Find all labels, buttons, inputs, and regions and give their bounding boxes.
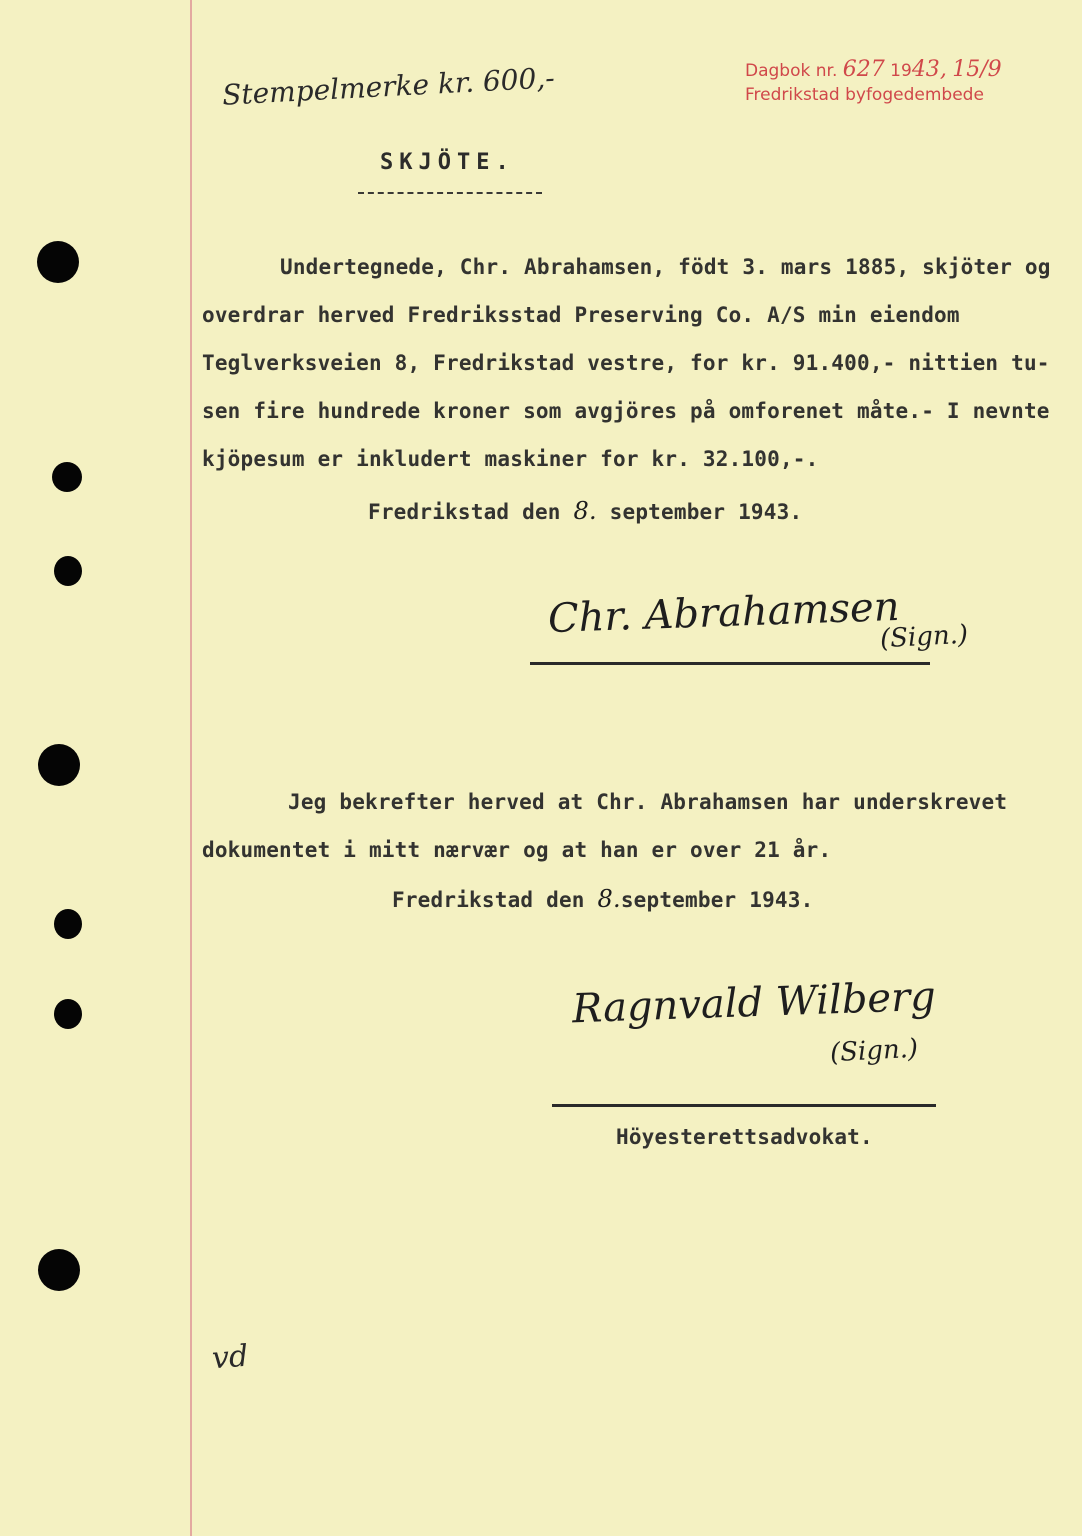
body-line-5: kjöpesum er inkludert maskiner for kr. 32.100,-. xyxy=(202,447,819,471)
witness-title: Höyesterettsadvokat. xyxy=(616,1125,873,1149)
body-line-2: overdrar herved Fredriksstad Preserving Co. A/S min eiendom xyxy=(202,303,960,327)
registry-stamp xyxy=(745,58,1002,107)
witness-line-2: dokumentet i mitt nærvær og at han er over 21 år. xyxy=(202,838,832,862)
witness-signature-line xyxy=(552,1104,936,1107)
initials-note: vd xyxy=(210,1338,250,1377)
witness-line-1: Jeg bekrefter herved at Chr. Abrahamsen har underskrevet xyxy=(288,790,1008,814)
stamp-year-prefix: 19 xyxy=(890,61,912,81)
punch-hole xyxy=(54,999,82,1029)
date-line-2 xyxy=(392,885,813,913)
body-line-4: sen fire hundrede kroner som avgjöres på omforenet måte.- I nevnte xyxy=(202,399,1050,423)
stamp-office: Fredrikstad byfogedembede xyxy=(745,85,984,105)
stamp-year: 43 xyxy=(911,57,940,82)
stamp-date: 15/9 xyxy=(952,57,1002,82)
body-line-1: Undertegnede, Chr. Abrahamsen, födt 3. mars 1885, skjöter og xyxy=(280,255,1051,279)
stamp-duty-note: Stempelmerke kr. 600,- xyxy=(221,61,556,112)
date-place: Fredrikstad den xyxy=(392,888,585,912)
stamp-line-1: Dagbok nr. 627 1943, 15/9 xyxy=(745,57,1002,82)
date-place: Fredrikstad den xyxy=(368,500,561,524)
document-title: SKJÖTE. xyxy=(380,150,515,175)
date-month-year: september 1943. xyxy=(609,500,803,524)
seller-signature-line xyxy=(530,662,930,665)
witness-signature: Ragnvald Wilberg xyxy=(571,973,937,1033)
stamp-dagbok-number: 627 xyxy=(842,57,885,82)
date-line-1 xyxy=(368,497,802,525)
date-day: 8. xyxy=(597,885,621,913)
stamp-dagbok-label: Dagbok nr. xyxy=(745,61,838,81)
punch-hole xyxy=(52,462,82,492)
punch-hole xyxy=(54,909,82,939)
margin-line xyxy=(190,0,192,1536)
punch-hole xyxy=(38,744,80,786)
punch-hole xyxy=(38,1249,80,1291)
witness-sign-note: (Sign.) xyxy=(829,1033,919,1069)
body-line-3: Teglverksveien 8, Fredrikstad vestre, for kr. 91.400,- nittien tu- xyxy=(202,351,1050,375)
seller-sign-note: (Sign.) xyxy=(879,619,969,655)
title-underline xyxy=(358,192,542,194)
seller-signature: Chr. Abrahamsen xyxy=(547,583,901,643)
date-month-year: september 1943. xyxy=(620,888,814,912)
punch-hole xyxy=(37,241,79,283)
date-day: 8. xyxy=(573,497,597,525)
punch-hole xyxy=(54,556,82,586)
